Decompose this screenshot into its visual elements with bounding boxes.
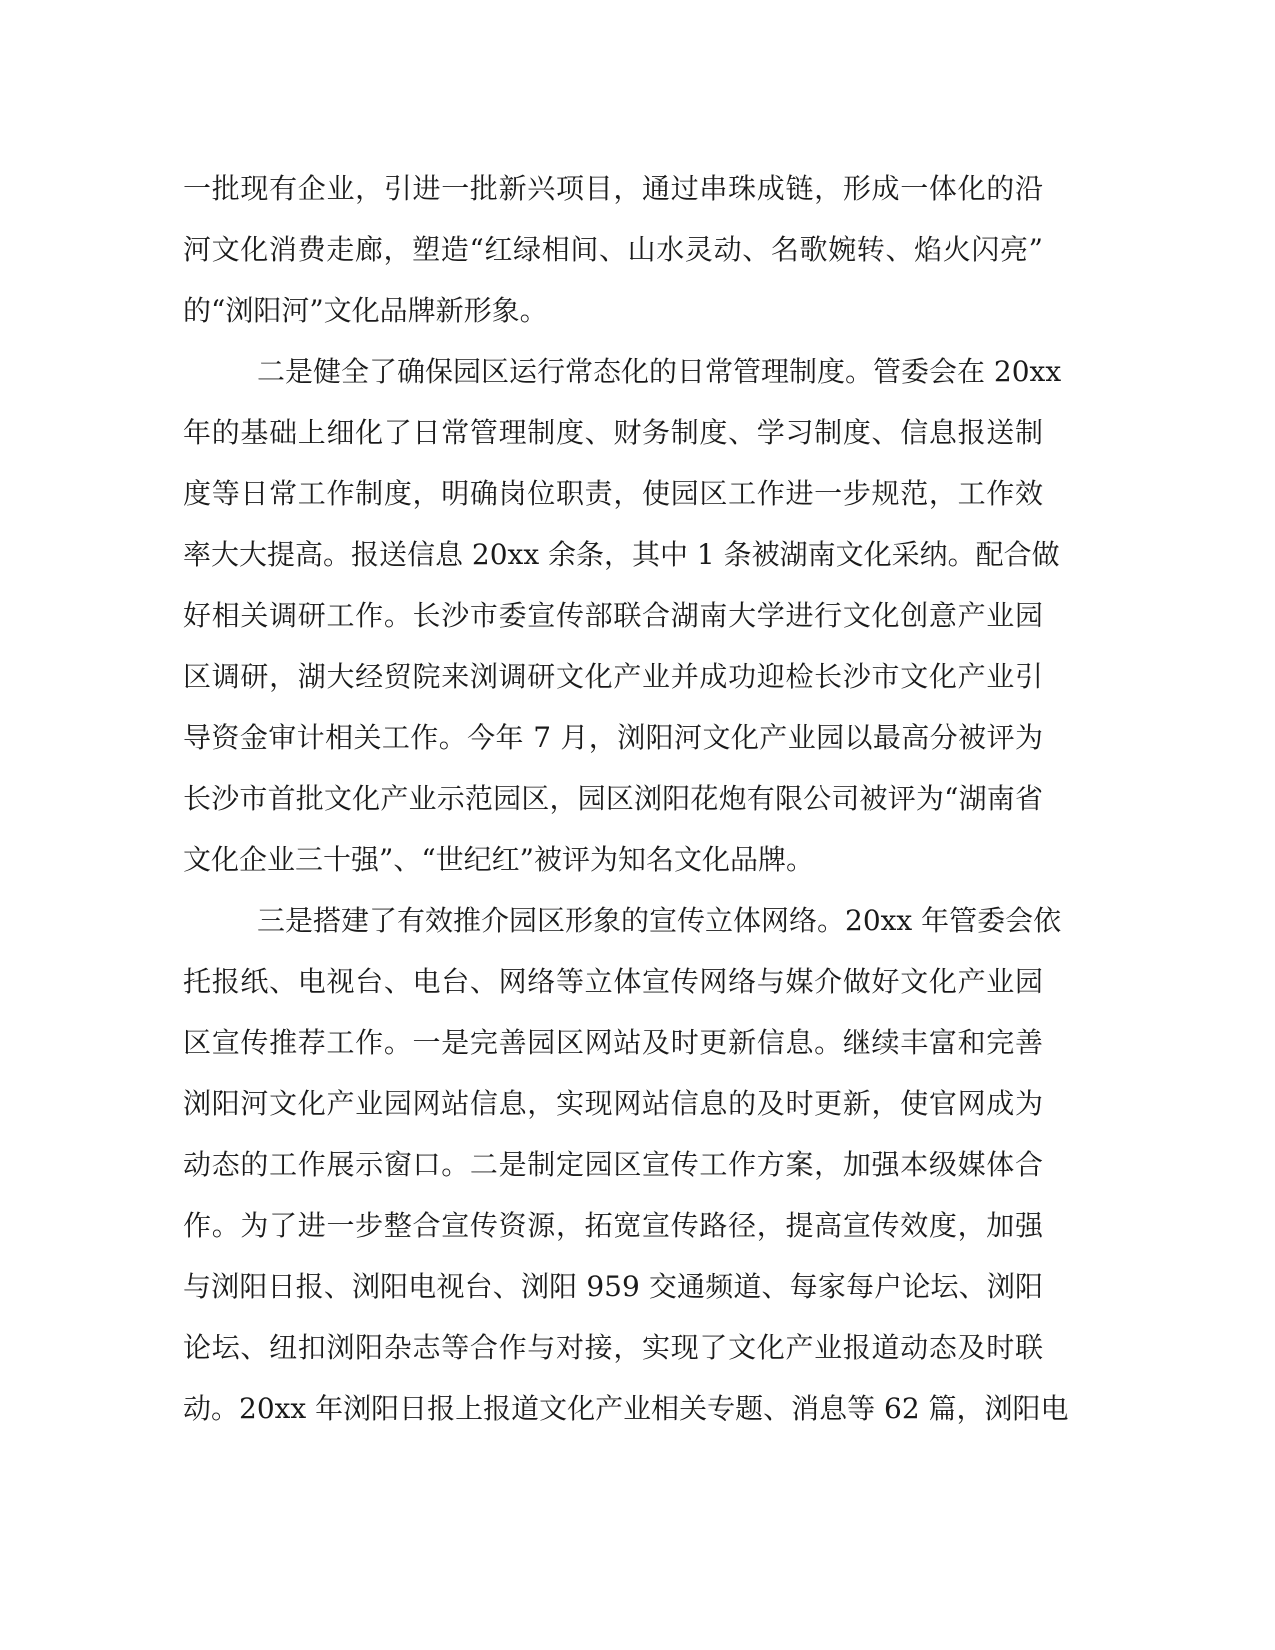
paragraph-3-line-2: 托报纸、电视台、电台、网络等立体宣传网络与媒介做好文化产业园 (183, 965, 1043, 998)
paragraph-3-line-9: 动。20xx 年浏阳日报上报道文化产业相关专题、消息等 62 篇，浏阳电 (183, 1392, 1069, 1425)
paragraph-1-line-3: 的“浏阳河”文化品牌新形象。 (183, 294, 548, 327)
paragraph-2-line-4: 率大大提高。报送信息 20xx 余条，其中 1 条被湖南文化采纳。配合做 (183, 538, 1060, 571)
paragraph-2-line-1: 二是健全了确保园区运行常态化的日常管理制度。管委会在 20xx (257, 355, 1062, 388)
paragraph-2-line-9: 文化企业三十强”、“世纪红”被评为知名文化品牌。 (183, 843, 814, 876)
paragraph-1-line-1: 一批现有企业，引进一批新兴项目，通过串珠成链，形成一体化的沿 (183, 172, 1043, 205)
paragraph-2-line-5: 好相关调研工作。长沙市委宣传部联合湖南大学进行文化创意产业园 (183, 599, 1043, 632)
paragraph-3-line-4: 浏阳河文化产业园网站信息，实现网站信息的及时更新，使官网成为 (183, 1087, 1043, 1120)
paragraph-2-line-8: 长沙市首批文化产业示范园区，园区浏阳花炮有限公司被评为“湖南省 (183, 782, 1043, 815)
paragraph-1-line-2: 河文化消费走廊，塑造“红绿相间、山水灵动、名歌婉转、焰火闪亮” (183, 233, 1043, 266)
paragraph-3-line-8: 论坛、纽扣浏阳杂志等合作与对接，实现了文化产业报道动态及时联 (183, 1331, 1043, 1364)
paragraph-3-line-3: 区宣传推荐工作。一是完善园区网站及时更新信息。继续丰富和完善 (183, 1026, 1043, 1059)
paragraph-2-line-7: 导资金审计相关工作。今年 7 月，浏阳河文化产业园以最高分被评为 (183, 721, 1043, 754)
paragraph-3-line-7: 与浏阳日报、浏阳电视台、浏阳 959 交通频道、每家每户论坛、浏阳 (183, 1270, 1043, 1303)
paragraph-2-line-2: 年的基础上细化了日常管理制度、财务制度、学习制度、信息报送制 (183, 416, 1043, 449)
paragraph-3-line-1: 三是搭建了有效推介园区形象的宣传立体网络。20xx 年管委会依 (257, 904, 1062, 937)
body-text (183, 158, 1069, 1439)
paragraph-2-line-6: 区调研，湖大经贸院来浏调研文化产业并成功迎检长沙市文化产业引 (183, 660, 1043, 693)
paragraph-3-line-6: 作。为了进一步整合宣传资源，拓宽宣传路径，提高宣传效度，加强 (183, 1209, 1043, 1242)
paragraph-3-line-5: 动态的工作展示窗口。二是制定园区宣传工作方案，加强本级媒体合 (183, 1148, 1043, 1181)
paragraph-2-line-3: 度等日常工作制度，明确岗位职责，使园区工作进一步规范，工作效 (183, 477, 1043, 510)
